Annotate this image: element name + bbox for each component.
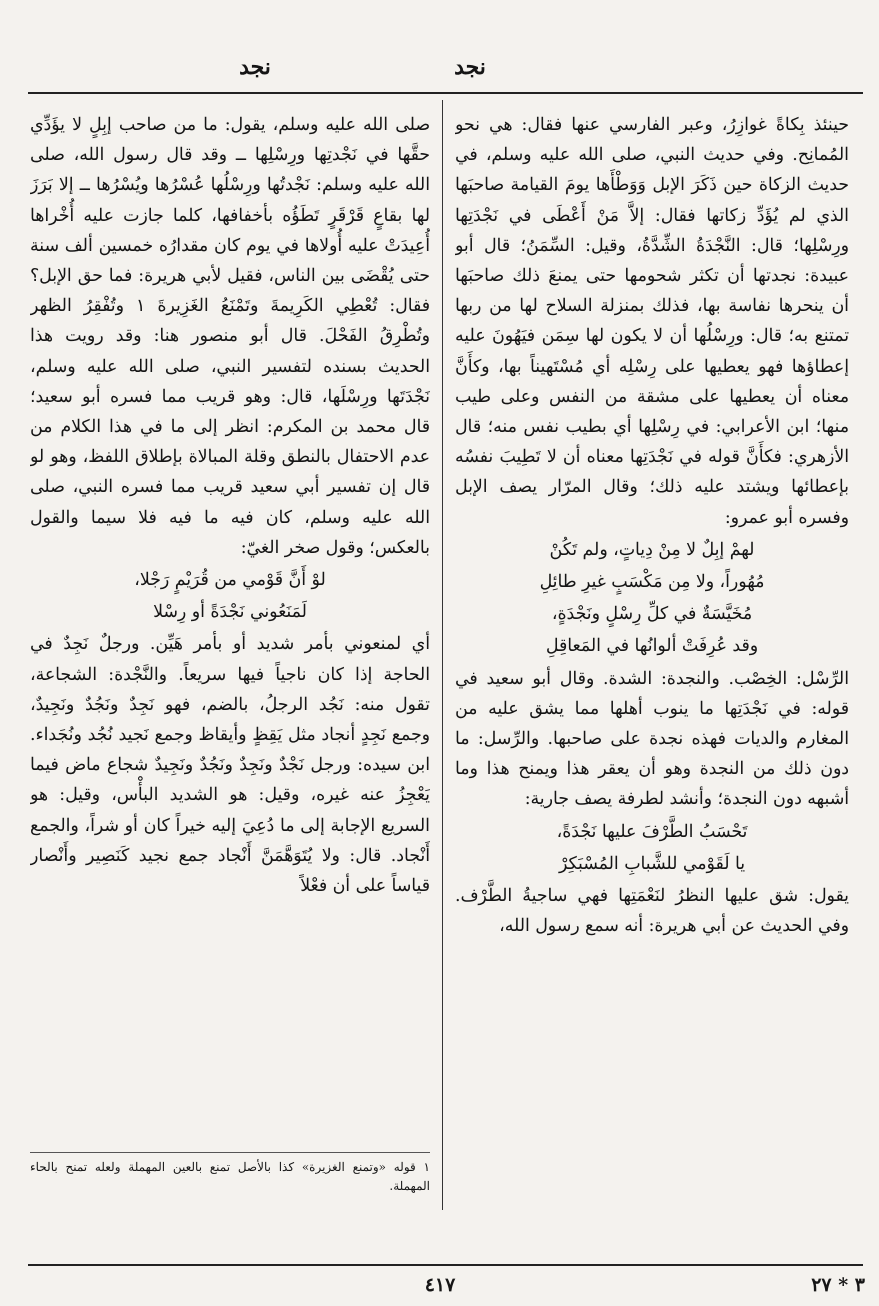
verse-line: مُهُوراً، ولا مِن مَكْسَبٍ غيرِ طائِلِ [539, 572, 765, 593]
right-column [455, 110, 849, 1150]
column-divider [442, 100, 443, 1210]
verse-line: لوْ أَنَّ قَوْمي من قُرَيْمٍ رَجْلا، [134, 570, 326, 591]
paragraph: أي لمنعوني بأمر شديد أو بأمر هَيِّن. ورجلٌ نَجِدٌ في الحاجة إذا كان ناجياً فيها سريعاً. والنَّجْدة: الشجاعة، تقول منه: نَجُد الرجلُ، بالضم، فهو نَجِدٌ ونَجُدٌ ونَجِيدٌ، وجمع نَجِدٍ أنجاد مثل يَقِظٍ وأيقاظ وجمع نَجيد نُجُد ونُجَداء. ابن سيده: ورجل نَجْدٌ ونَجِدٌ ونَجُدٌ ونَجِيدٌ شجاع ماض فيما يَعْجِزُ عنه غيره، وقيل: هو الشديد البأْس، وقيل: هو السريع الإجابة إلى ما دُعِيَ إليه خيراً كان أو شراً، والجمع أَنْجاد. قال: ولا يُتَوَهَّمَنَّ أَنْجاد جمع نجيد كَنَصِير وأَنْصار قياساً على أن فعْلاً [30, 634, 430, 897]
footer-rule [28, 1264, 863, 1266]
page-number: ٤١٧ [424, 1274, 456, 1296]
verse-line: مُخَيَّسَةٌ في كلِّ رِسْلٍ ونَجْدَةٍ، [551, 604, 753, 625]
running-header-right: نجد [454, 54, 486, 80]
verse-line: لهمْ إبِلٌ لا مِنْ دِياتٍ، ولم تَكُنْ [549, 539, 755, 560]
footnote-rule [30, 1152, 430, 1153]
left-column [30, 110, 430, 1150]
running-header-left: نجد [239, 54, 271, 80]
verse-line: يا لَقَوْمي للشَّبابِ المُسْبَكِرْ [558, 853, 746, 874]
paragraph: يقول: شق عليها النظرُ لنَعْمَتِها فهي ساجيةُ الطَّرْف. وفي الحديث عن أبي هريرة: أنه سمع رسول الله، [455, 886, 849, 937]
footnote: ١ قوله «وتمنع الغزيرة» كذا بالأصل تمنع بالعين المهملة ولعله تمنح بالحاء المهملة. [30, 1160, 430, 1193]
paragraph: حينئذ بِكاةً غوازِرُ، وعبر الفارسي عنها فقال: هي نحو المُمانِح. وفي حديث النبي، صلى الله عليه وسلم، في حديث الزكاة حين ذَكَرَ الإبل وَوَطْأَها يومَ القيامة صاحبَها الذي لم يُؤَدِّ زكاتها فقال: إلاَّ مَنْ أَعْطَى في نَجْدَتِها ورِسْلِها؛ قال: النَّجْدَةُ الشِّدَّةُ، وقيل: السِّمَنُ؛ قال أبو عبيدة: نجدتها أن تكثر شحومها حتى يمنعَ ذلك صاحبَها أن ينحرها نفاسة بها، فذلك بمنزلة السلاح لها من ربها تمتنع به؛ قال: ورِسْلُها أن لا يكون لها سِمَن فيَهُونَ عليه إعطاؤها فهو يعطيها على رِسْلِه أي مُسْتَهيناً بها، وكأَنَّ معناه أن يعطيها على مشقة من النفس وعلى طيب منها؛ ابن الأعرابي: في رِسْلِها أي بطيب نفس منه؛ قال الأزهري: فكأَنَّ قوله في نَجْدَتِها معناه أن لا تَطِيبَ نفسُه بإعطائها ويشتد عليه ذلك؛ وقال المرّار يصف الإبل وفسره أبو عمرو: [455, 115, 849, 528]
signature-mark: ٣ * ٢٧ [811, 1274, 865, 1296]
verse-line: لَمَنَعُوني نَجْدَةً أو رِسْلا [153, 602, 307, 623]
verse-line: تَحْسَبُ الطَّرْفَ عليها نَجْدَةً، [556, 821, 748, 842]
paragraph: الرِّسْل: الخِصْب. والنجدة: الشدة. وقال أبو سعيد في قوله: في نَجْدَتِها ما ينوب أهلها مما يشق عليه من المغارم والديات فهذه نجدة على صاحبها. والرِّسل: ما دون ذلك من النجدة وهو أن يعقر هذا ويمنح هذا وما أشبهه دون النجدة؛ وأنشد لطرفة يصف جارية: [455, 668, 849, 810]
paragraph: صلى الله عليه وسلم، يقول: ما من صاحب إبِلٍ لا يؤَدِّي حقَّها في نَجْدتِها ورِسْلِها ــ وقد قال رسول الله، صلى الله عليه وسلم: نَجْدتُها ورِسْلُها عُسْرُها ويُسْرُها ــ إلا بَرَزَ لها بقاعٍ قَرْقَرٍ تَطَؤُه بأخفافها، كلما جازت عليه أُخْراها أُعِيدَتْ عليه أُولاها في يوم كان مقدارُه خمسين ألف سنة حتى يُقْضَى بين الناس، فقيل لأبي هريرة: فما حق الإبل؟ فقال: تُعْطِي الكَرِيمةَ وتَمْنَعُ الغَزِيرةَ ١ وتُفْقِرُ الظهر وتُطْرِقُ الفَحْلَ. قال أبو منصور هنا: وقد رويت هذا الحديث بسنده لتفسير النبي، صلى الله عليه وسلم، نَجْدَتَها ورِسْلَها، قال: وهو قريب مما فسره أبو سعيد؛ قال محمد بن المكرم: انظر إلى ما في هذا الكلام من عدم الاحتفال بالنطق وقلة المبالاة بإطلاق اللفظ، وهو لو قال إن تفسير أبي سعيد قريب مما فسره النبي، صلى الله عليه وسلم، كان فيه ما فيه فلا سيما والقول بالعكس؛ وقول صخر الغيّ: [30, 115, 430, 558]
header-rule [28, 92, 863, 94]
verse-line: وقد عُرِفَتْ ألوانُها في المَعاقِلِ [545, 636, 759, 657]
